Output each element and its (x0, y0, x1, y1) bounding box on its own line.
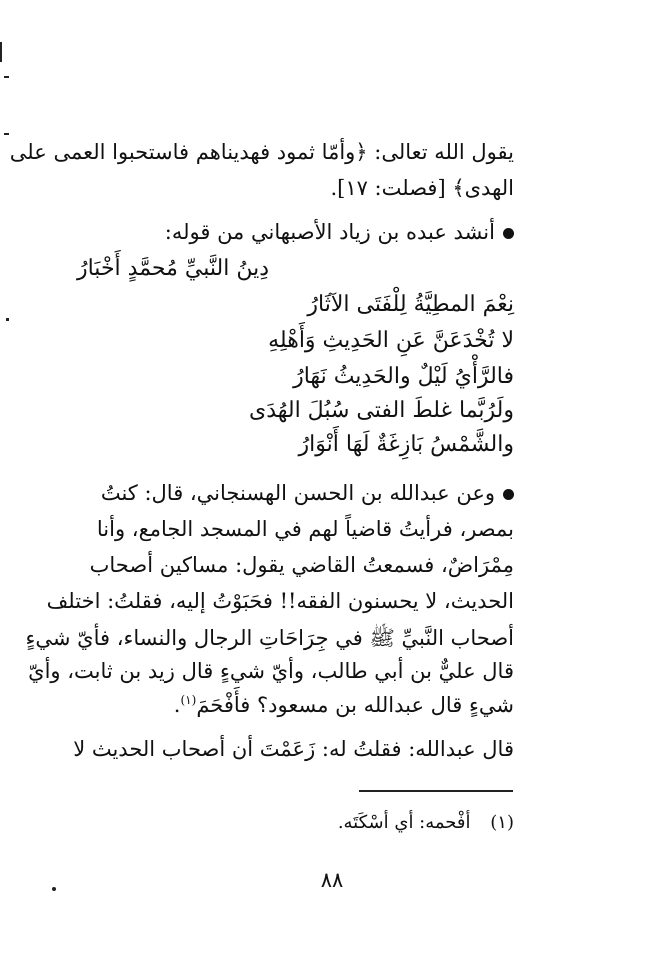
paragraph-3-line: بمصر، فرأيتُ قاضياً لهم في المسجد الجامع، وأنا (96, 517, 514, 541)
scan-edge-mark (0, 42, 2, 62)
poem-line: ولَرُبَّما غلطَ الفتى سُبُلَ الهُدَى (248, 398, 514, 423)
paragraph-3-period: . (173, 693, 181, 717)
paragraph-3-line: قال عليٌّ بن أبي طالب، وأيّ شيءٍ قال زيد بن ثابت، وأيّ (28, 659, 514, 683)
bullet-icon (503, 228, 514, 239)
scan-edge-mark (4, 133, 9, 135)
paragraph-3-line: الحديث، لا يحسنون الفقه!! فحَبَوْتُ إليه، فقلتُ: اختلف (46, 589, 514, 613)
bullet-icon (503, 489, 514, 500)
paragraph-1-line-1: يقول الله تعالى: ﴿وأمّا ثمود فهديناهم فاستحبوا العمى على (9, 140, 514, 164)
paragraph-3-line-last (174, 693, 514, 717)
paragraph-1-line-2: الهدى﴾ [فصلت: ١٧]. (330, 176, 514, 200)
paragraph-2-intro-text: أنشد عبده بن زياد الأصبهاني من قوله: (164, 220, 495, 244)
paragraph-2-intro (165, 220, 514, 244)
scan-edge-mark (6, 318, 9, 321)
footnote-reference: (١) (180, 693, 197, 707)
poem-line: فالرَّأْيُ لَيْلٌ والحَدِيثُ نَهَارُ (293, 364, 514, 389)
footnote-text: أفْحمه: أي أسْكَتَه. (337, 812, 471, 833)
paragraph-3-line-1 (101, 481, 514, 505)
footnote-divider (359, 790, 513, 792)
footnote-number: (١) (490, 812, 514, 833)
footnote (338, 812, 514, 833)
paragraph-4-line: قال عبدالله: فقلتُ له: زَعَمْتَ أن أصحاب الحديث لا (73, 737, 514, 761)
poem-line: دِينُ النَّبيِّ مُحمَّدٍ أَخْبَارُ (76, 256, 269, 281)
paragraph-3-line: أصحاب النَّبيِّ ﷺ في جِرَاحَاتِ الرجال والنساء، فأيّ شيءٍ (25, 626, 514, 650)
page-number: ٨٨ (320, 868, 344, 892)
poem-line: نِعْمَ المطِيَّةُ لِلْفَتَى الآثَارُ (307, 292, 514, 317)
paragraph-3-line: مِمْرَاضٌ، فسمعتُ القاضي يقول: مساكين أصحاب (89, 553, 514, 577)
scan-edge-mark (4, 76, 9, 78)
paragraph-3-line-text: شيءٍ قال عبدالله بن مسعود؟ فأَفْحَمَ (196, 693, 514, 717)
paragraph-3-line-text: وعن عبدالله بن الحسن الهسنجاني، قال: كنتُ (100, 481, 495, 505)
poem-line: لا تُخْدَعَنَّ عَنِ الحَدِيثِ وَأَهْلِهِ (268, 328, 514, 353)
poem-line: والشَّمْسُ بَازِغَةٌ لَهَا أَنْوَارُ (298, 432, 514, 457)
